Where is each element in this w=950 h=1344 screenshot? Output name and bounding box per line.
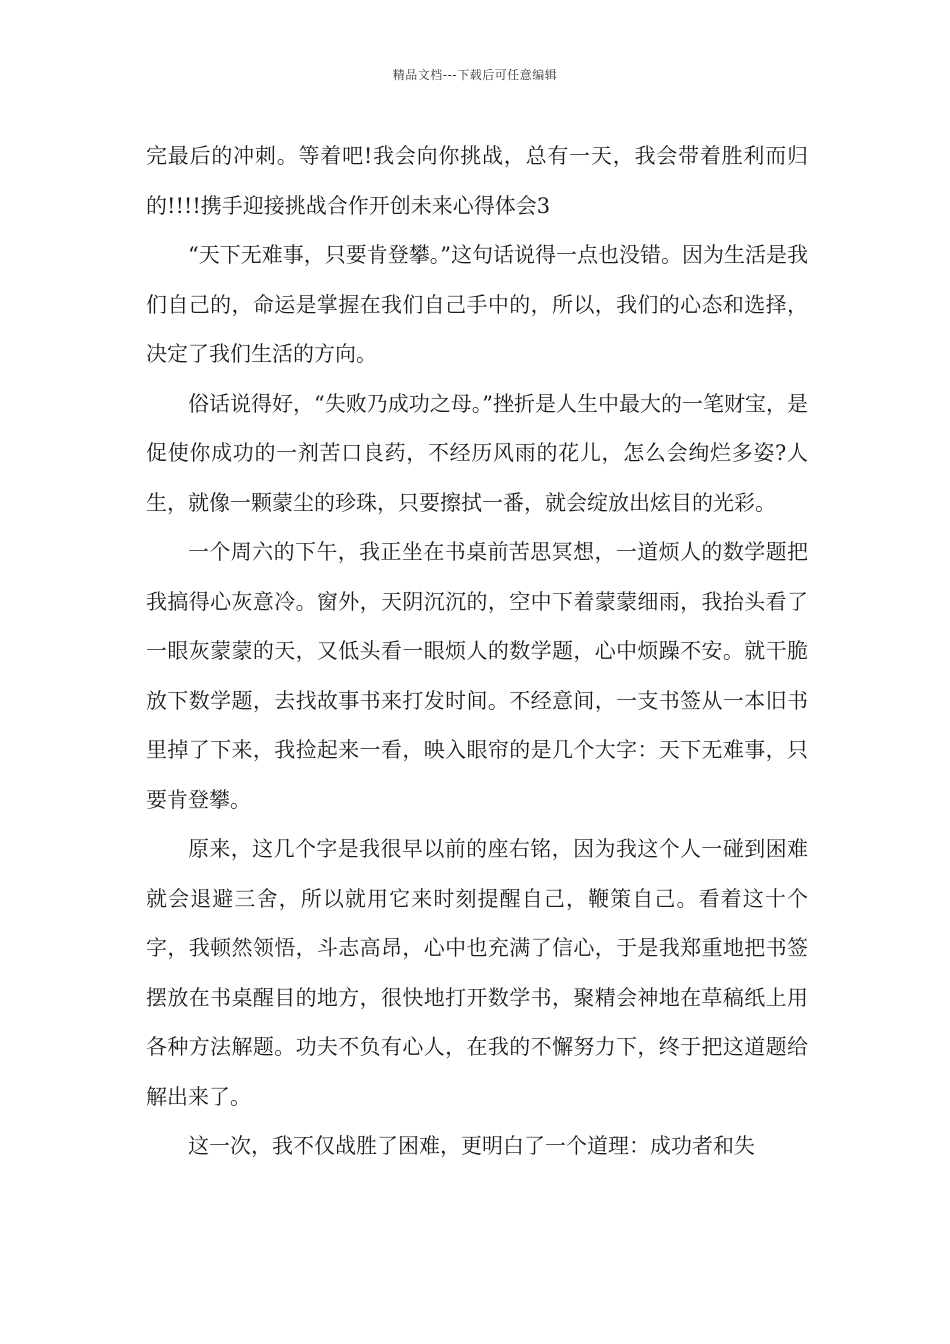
- paragraph-1: 完最后的冲刺。等着吧!我会向你挑战，总有一天，我会带着胜利而归的!!!!携手迎接挑战合作开创未来心得体会3: [146, 144, 808, 218]
- page-header: 精品文档---下载后可任意编辑: [392, 68, 558, 82]
- document-body: [146, 132, 808, 1172]
- paragraph-5: 原来，这几个字是我很早以前的座右铭，因为我这个人一碰到困难就会退避三舍，所以就用它来时刻提醒自己，鞭策自己。看着这十个字，我顿然领悟，斗志高昂，心中也充满了信心，于是我郑重地把书签摆放在书桌醒目的地方，很快地打开数学书，聚精会神地在草稿纸上用各种方法解题。功夫不负有心人，在我的不懈努力下，终于把这道题给解出来了。: [146, 837, 808, 1109]
- paragraph-3: 俗话说得好，“失败乃成功之母。”挫折是人生中最大的一笔财宝，是促使你成功的一剂苦口良药，不经历风雨的花儿，怎么会绚烂多姿?人生，就像一颗蒙尘的珍珠，只要擦拭一番，就会绽放出炫目的光彩。: [146, 391, 808, 515]
- paragraph-4: 一个周六的下午，我正坐在书桌前苦思冥想，一道烦人的数学题把我搞得心灰意冷。窗外，天阴沉沉的，空中下着蒙蒙细雨，我抬头看了一眼灰蒙蒙的天，又低头看一眼烦人的数学题，心中烦躁不安。就干脆放下数学题，去找故事书来打发时间。不经意间，一支书签从一本旧书里掉了下来，我捡起来一看，映入眼帘的是几个大字：天下无难事，只要肯登攀。: [146, 540, 808, 812]
- paragraph-6: 这一次，我不仅战胜了困难，更明白了一个道理：成功者和失: [188, 1134, 755, 1158]
- paragraph-2: “天下无难事，只要肯登攀。”这句话说得一点也没错。因为生活是我们自己的，命运是掌握在我们自己手中的，所以，我们的心态和选择，决定了我们生活的方向。: [146, 243, 808, 366]
